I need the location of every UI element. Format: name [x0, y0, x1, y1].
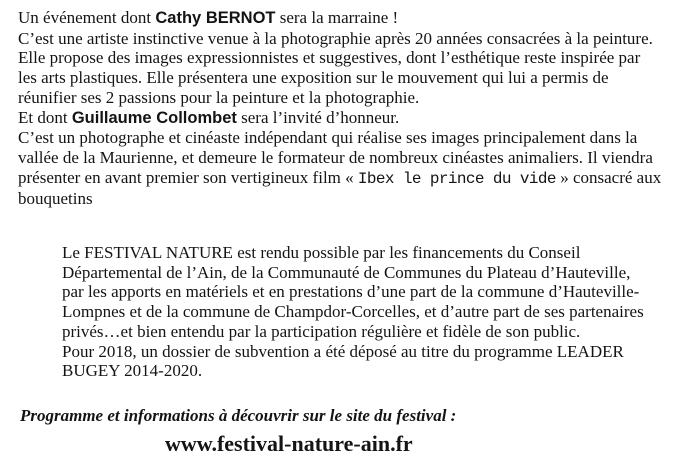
funding-paragraph — [62, 243, 694, 381]
intro-text: sera la marraine ! — [275, 8, 399, 27]
footer-note: Programme et informations à découvrir sur le site du festival : — [20, 406, 457, 425]
marraine-name: Cathy BERNOT — [155, 9, 276, 27]
funding-line: privés…et bien entendu par la participation régulière et fidèle de son public. — [62, 321, 581, 341]
funding-line: Pour 2018, un dossier de subvention a été déposé au titre du programme LEADER — [62, 341, 624, 361]
guest-name: Guillaume Collombet — [71, 108, 237, 127]
intro-line-marraine — [18, 8, 698, 29]
intro-line: C’est un photographe et cinéaste indépendant qui réalise ses images principalement dans la — [18, 128, 638, 148]
intro-line: vallée de la Maurienne, et demeure le formateur de nombreux cinéastes animaliers. Il viendra — [18, 147, 653, 167]
funding-line: BUGEY 2014-2020. — [62, 361, 203, 381]
intro-paragraph — [18, 8, 698, 209]
funding-line: par les apports en matériels et en prestations d’une part de la commune d’Hauteville- — [62, 282, 640, 302]
intro-text: sera l’invité d’honneur. — [236, 107, 400, 127]
intro-line: réunifier ses 2 passions pour la peinture et la photographie. — [18, 87, 420, 107]
intro-line-guest — [18, 108, 698, 129]
intro-line: Elle propose des images expressionnistes et suggestives, dont l’esthétique reste inspirée par — [18, 48, 641, 68]
intro-text: présenter en avant premier son vertigineux film « — [18, 167, 358, 187]
festival-website-link[interactable]: www.festival-nature-ain.fr — [165, 431, 413, 456]
intro-line-film — [18, 168, 698, 190]
funding-line: Départemental de l’Ain, de la Communauté de Communes du Plateau d’Hauteville, — [62, 262, 631, 282]
intro-line: bouquetins — [18, 189, 93, 209]
intro-text: Un événement dont — [18, 8, 156, 27]
funding-line: Le FESTIVAL NATURE est rendu possible par les financements du Conseil — [62, 243, 581, 262]
intro-text: » consacré aux — [555, 167, 662, 187]
intro-line: les arts plastiques. Elle présentera une exposition sur le mouvement qui lui a permis de — [18, 68, 609, 88]
intro-text: Et dont — [18, 107, 72, 127]
funding-line: Lompnes et de la commune de Champdor-Corcelles, et d’autre part de ses partenaires — [62, 302, 644, 322]
intro-line: C’est une artiste instinctive venue à la photographie après 20 années consacrées à la peinture. — [18, 28, 653, 48]
film-title: Ibex le prince du vide — [357, 169, 556, 188]
